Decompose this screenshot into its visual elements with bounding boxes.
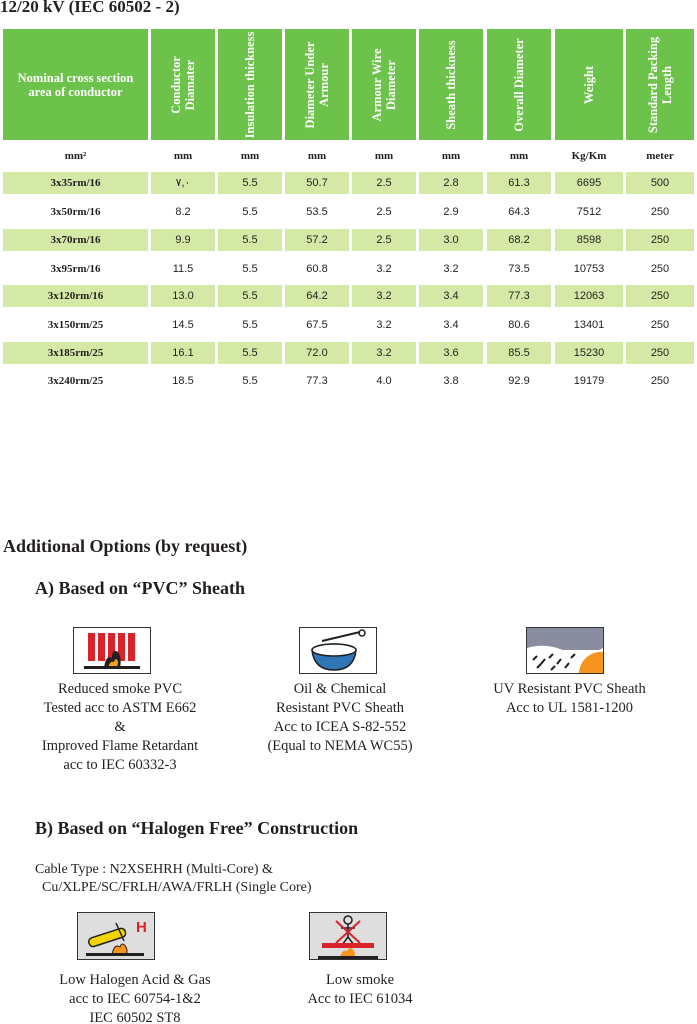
header-label: Standard Packing Length (646, 36, 674, 133)
caption-line: & (114, 719, 126, 735)
cell-weight: 6695 (555, 172, 623, 194)
cell-diameter-under-armour: 64.2 (285, 285, 349, 307)
cell-overall-diameter: 85.5 (487, 342, 551, 364)
header-armour-wire-diameter (352, 29, 416, 140)
cell-sheath-thickness: 3.2 (443, 263, 459, 275)
cell-packing-length: 250 (626, 229, 694, 251)
header-diameter-under-armour (285, 29, 349, 140)
cell-overall-diameter: 77.3 (487, 285, 551, 307)
cable-type-line-2: Cu/XLPE/SC/FRLH/AWA/FRLH (Single Core) (42, 880, 312, 895)
cell-diameter-under-armour: 60.8 (306, 263, 328, 275)
header-insulation-thickness (218, 29, 282, 140)
cell-weight: 12063 (555, 285, 623, 307)
cell-sheath-thickness: 3.0 (419, 229, 483, 251)
header-label: Insulation thickness (243, 31, 257, 138)
cell-packing-length: 250 (626, 285, 694, 307)
header-label: Nominal cross section area of conductor (17, 70, 134, 99)
caption-line: Acc to ICEA S-82-552 (273, 719, 407, 735)
caption-line: Tested acc to ASTM E662 (43, 700, 197, 716)
caption-line: UV Resistant PVC Sheath (493, 681, 646, 697)
unit-weight: Kg/Km (571, 150, 607, 162)
cell-overall-diameter: 61.3 (487, 172, 551, 194)
cell-cross-section: 3x150rm/25 (47, 319, 104, 331)
caption-line: Acc to UL 1581-1200 (505, 700, 634, 716)
halogen-h-letter: H (136, 919, 147, 936)
cell-insulation-thickness: 5.5 (218, 285, 282, 307)
header-label: Overall Diameter (512, 37, 526, 132)
cell-overall-diameter: 80.6 (508, 319, 530, 331)
additional-options-heading: Additional Options (by request) (3, 536, 248, 556)
cell-conductor-diameter: 9.9 (151, 229, 215, 251)
cell-packing-length: 250 (650, 319, 670, 331)
cell-insulation-thickness: 5.5 (218, 229, 282, 251)
cell-diameter-under-armour: 53.5 (306, 206, 328, 218)
cell-armour-wire-diameter: 3.2 (352, 285, 416, 307)
flame-retardant-caption (20, 680, 220, 775)
caption-line: Low Halogen Acid & Gas (59, 972, 211, 988)
cell-insulation-thickness: 5.5 (242, 206, 258, 218)
cell-conductor-diameter: 11.5 (172, 263, 194, 275)
unit-packing-length: meter (646, 150, 674, 162)
header-weight (555, 29, 623, 140)
header-overall-diameter (487, 29, 551, 140)
unit-conductor-diameter: mm (173, 150, 193, 162)
cell-armour-wire-diameter: 2.5 (376, 206, 392, 218)
cell-insulation-thickness: 5.5 (242, 263, 258, 275)
cell-cross-section: 3x70rm/16 (3, 229, 148, 251)
unit-insulation-thickness: mm (240, 150, 260, 162)
caption-line: IEC 60502 ST8 (89, 1010, 181, 1024)
cell-packing-length: 250 (650, 206, 670, 218)
cell-sheath-thickness: 2.9 (443, 206, 459, 218)
oil-chemical-caption (240, 680, 440, 756)
cell-conductor-diameter: 18.5 (172, 375, 194, 387)
oil-chemical-icon (299, 627, 377, 674)
cell-diameter-under-armour: 67.5 (306, 319, 328, 331)
cell-cross-section: 3x185rm/25 (3, 342, 148, 364)
section-a-heading: A) Based on “PVC” Sheath (35, 578, 246, 598)
cell-cross-section: 3x35rm/16 (3, 172, 148, 194)
cell-diameter-under-armour: 72.0 (285, 342, 349, 364)
caption-line: acc to IEC 60754-1&2 (69, 991, 201, 1007)
cell-overall-diameter: 92.9 (508, 375, 530, 387)
unit-sheath-thickness: mm (441, 150, 461, 162)
cell-weight: 15230 (555, 342, 623, 364)
caption-line: acc to IEC 60332-3 (63, 757, 177, 773)
cell-conductor-diameter: 14.5 (172, 319, 194, 331)
cell-weight: 10753 (573, 263, 605, 275)
cell-diameter-under-armour: 57.2 (285, 229, 349, 251)
caption-line: Acc to IEC 61034 (307, 991, 413, 1007)
header-sheath-thickness (419, 29, 483, 140)
cell-sheath-thickness: 3.8 (443, 375, 459, 387)
cell-armour-wire-diameter: 3.2 (376, 263, 392, 275)
caption-line: Improved Flame Retardant (41, 738, 199, 754)
caption-line: (Equal to NEMA WC55) (267, 738, 413, 754)
unit-cross-section: mm² (64, 150, 87, 162)
header-packing-length (626, 29, 694, 140)
header-label: Armour Wire Diameter (370, 47, 398, 122)
cell-conductor-diameter: 16.1 (151, 342, 215, 364)
header-cross-section (3, 29, 148, 140)
cell-insulation-thickness: 5.5 (218, 342, 282, 364)
header-conductor-diameter (151, 29, 215, 140)
cell-packing-length: 250 (650, 263, 670, 275)
cell-conductor-diameter: 13.0 (151, 285, 215, 307)
caption-line: Reduced smoke PVC (57, 681, 183, 697)
cell-packing-length: 250 (650, 375, 670, 387)
cell-insulation-thickness: 5.5 (242, 319, 258, 331)
cell-sheath-thickness: 3.4 (419, 285, 483, 307)
low-halogen-caption (35, 971, 235, 1024)
cell-diameter-under-armour: 77.3 (306, 375, 328, 387)
cell-armour-wire-diameter: 3.2 (352, 342, 416, 364)
cell-sheath-thickness: 3.6 (419, 342, 483, 364)
caption-line: Low smoke (325, 972, 395, 988)
low-smoke-caption (260, 971, 460, 1009)
cell-weight: 7512 (576, 206, 602, 218)
low-smoke-icon (309, 912, 387, 960)
cell-weight: 8598 (555, 229, 623, 251)
cell-conductor-diameter: 8.2 (175, 206, 191, 218)
caption-line: Resistant PVC Sheath (275, 700, 405, 716)
cell-cross-section: 3x120rm/16 (3, 285, 148, 307)
unit-overall-diameter: mm (509, 150, 529, 162)
cell-overall-diameter: 64.3 (508, 206, 530, 218)
cell-sheath-thickness: 3.4 (443, 319, 459, 331)
cell-cross-section: 3x240rm/25 (47, 375, 104, 387)
cell-weight: 19179 (573, 375, 605, 387)
cable-type-line-1: Cable Type : N2XSEHRH (Multi-Core) & (35, 862, 273, 877)
section-b-heading: B) Based on “Halogen Free” Construction (35, 818, 359, 838)
low-halogen-icon (77, 912, 155, 960)
cell-armour-wire-diameter: 2.5 (352, 229, 416, 251)
cell-armour-wire-diameter: 2.5 (352, 172, 416, 194)
cell-diameter-under-armour: 50.7 (285, 172, 349, 194)
page-title: 12/20 kV (IEC 60502 - 2) (0, 0, 180, 16)
cell-insulation-thickness: 5.5 (242, 375, 258, 387)
uv-resistant-caption (467, 680, 672, 718)
unit-armour-wire-diameter: mm (374, 150, 394, 162)
cell-weight: 13401 (573, 319, 605, 331)
header-label: Sheath thickness (444, 39, 458, 130)
cell-cross-section: 3x95rm/16 (50, 263, 101, 275)
cell-packing-length: 250 (626, 342, 694, 364)
cell-packing-length: 500 (626, 172, 694, 194)
cell-insulation-thickness: 5.5 (218, 172, 282, 194)
header-label: Diameter Under Armour (303, 41, 331, 128)
header-label: Conductor Diamater (169, 55, 197, 114)
unit-diameter-under-armour: mm (307, 150, 327, 162)
cell-sheath-thickness: 2.8 (419, 172, 483, 194)
flame-retardant-icon (73, 627, 151, 674)
cell-overall-diameter: 68.2 (487, 229, 551, 251)
uv-resistant-icon (526, 627, 604, 674)
cell-armour-wire-diameter: 4.0 (376, 375, 392, 387)
caption-line: Oil & Chemical (293, 681, 387, 697)
cell-overall-diameter: 73.5 (508, 263, 530, 275)
cell-armour-wire-diameter: 3.2 (376, 319, 392, 331)
cell-conductor-diameter: ٧,٠ (151, 172, 215, 194)
cell-cross-section: 3x50rm/16 (50, 206, 101, 218)
header-label: Weight (582, 65, 596, 104)
